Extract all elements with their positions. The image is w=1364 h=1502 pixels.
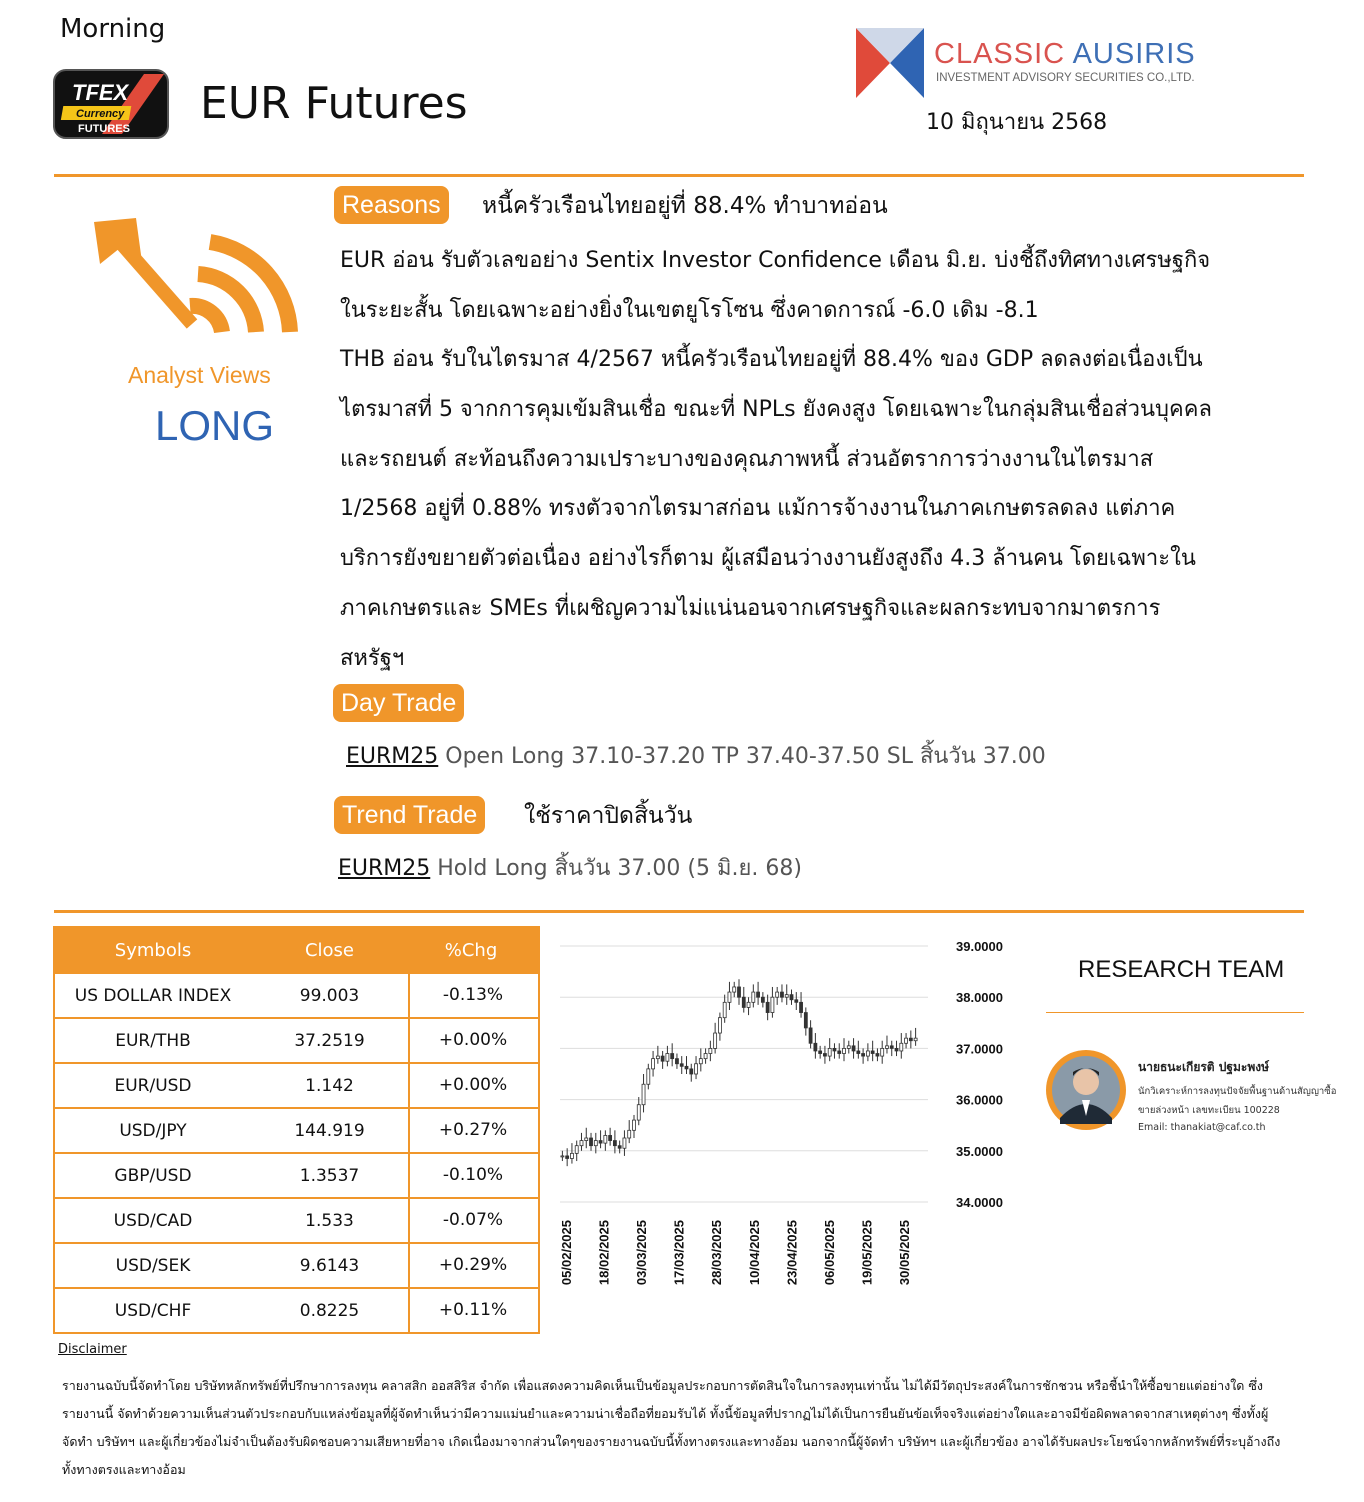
close-cell: 1.533 [305, 1210, 354, 1231]
tfex-logo [52, 68, 172, 140]
candle-body [790, 995, 793, 1000]
reason-line: ภาคเกษตรและ SMEs ที่เผชิญความไม่แน่นอนจากเศรษฐกิจและผลกระทบจากมาตรการ [340, 596, 1161, 621]
chg-cell: -0.07% [408, 1199, 536, 1242]
table-row [55, 1107, 538, 1152]
symbol-cell: EUR/USD [114, 1075, 192, 1096]
candle-body [776, 992, 779, 997]
candle-body [771, 997, 774, 1012]
candle-body [747, 1002, 750, 1007]
tfex-logo-line3: FUTURES [78, 123, 130, 135]
trend-trade-note: ใช้ราคาปิดสิ้นวัน [524, 803, 693, 829]
symbol-cell: EUR/THB [115, 1030, 191, 1051]
candle-body [866, 1051, 869, 1056]
reason-line: 1/2568 อยู่ที่ 0.88% ทรงตัวจากไตรมาสก่อน แม้การจ้างงานในภาคเกษตรลดลง แต่ภาค [340, 496, 1176, 521]
candle-body [723, 1002, 726, 1017]
reason-line: บริการยังขยายตัวต่อเนื่อง อย่างไรก็ตาม ผู้เสมือนว่างงานยังสูงถึง 4.3 ล้านคน โดยเฉพาะใน [340, 546, 1196, 571]
table-row [55, 1017, 538, 1062]
trend-trade-line [338, 850, 802, 885]
candle-body [742, 997, 745, 1007]
candle-body [852, 1046, 855, 1051]
candle-body [661, 1056, 664, 1061]
candle-body [570, 1153, 573, 1158]
brand-name [934, 38, 1196, 71]
reasons-tag: Reasons [334, 186, 449, 224]
tfex-logo-line1: TFEX [72, 80, 129, 105]
trend-trade-text: Hold Long สิ้นวัน 37.00 (5 มิ.ย. 68) [430, 856, 802, 881]
candle-body [895, 1048, 898, 1051]
candle-body [800, 1002, 803, 1012]
symbol-cell: GBP/USD [114, 1165, 192, 1186]
close-cell: 9.6143 [299, 1255, 360, 1276]
chg-cell: +0.11% [408, 1289, 536, 1332]
brand-name-part2: AUSIRIS [1072, 38, 1196, 70]
candle-body [833, 1048, 836, 1051]
candle-body [709, 1048, 712, 1053]
tfex-logo-line2: Currency [76, 108, 125, 120]
candle-body [613, 1141, 616, 1146]
candle-body [623, 1138, 626, 1148]
col-chg: %Chg [444, 939, 498, 961]
candle-body [704, 1054, 707, 1059]
col-symbols: Symbols [114, 939, 192, 961]
symbol-cell: US DOLLAR INDEX [74, 985, 232, 1006]
analyst-avatar [1046, 1050, 1126, 1130]
candle-body [585, 1138, 588, 1141]
candle-body [680, 1064, 683, 1067]
brand-logo-icon [854, 26, 926, 100]
table-header [55, 928, 538, 972]
brand-name-part1: CLASSIC [934, 38, 1066, 70]
candle-body [795, 1000, 798, 1003]
day-trade-symbol: EURM25 [346, 744, 439, 769]
research-divider [1046, 1012, 1304, 1013]
candle-body [890, 1046, 893, 1049]
candle-body [566, 1156, 569, 1159]
y-tick-label: 35.0000 [956, 1143, 1003, 1159]
candle-body [843, 1048, 846, 1053]
candle-body [733, 987, 736, 992]
y-tick-label: 34.0000 [956, 1195, 1003, 1210]
candle-body [718, 1018, 721, 1033]
x-tick-label: 28/03/2025 [709, 1220, 725, 1286]
table-row [55, 1242, 538, 1287]
symbol-cell: USD/CAD [113, 1210, 193, 1231]
table-row [55, 1197, 538, 1242]
x-tick-label: 03/03/2025 [634, 1220, 650, 1286]
candle-body [666, 1054, 669, 1062]
price-chart [548, 932, 1028, 1312]
candle-body [695, 1064, 698, 1074]
candle-body [885, 1046, 888, 1049]
close-cell: 144.919 [294, 1120, 365, 1141]
report-date: 10 มิถุนายน 2568 [926, 110, 1108, 135]
candle-body [714, 1033, 717, 1048]
close-cell: 1.3537 [299, 1165, 360, 1186]
x-tick-label: 10/04/2025 [746, 1220, 762, 1286]
y-tick-label: 38.0000 [956, 990, 1003, 1006]
candle-body [828, 1048, 831, 1056]
candle-body [675, 1059, 678, 1064]
candle-body [599, 1141, 602, 1144]
disclaimer-text: รายงานฉบับนี้จัดทำโดย บริษัทหลักทรัพย์ที่ปรึกษาการลงทุน คลาสสิก ออสสิริส จำกัด เพื่อแสดงความคิดเห็นเป็นข้อมูลประกอบการตัดสินใจในการลงทุนเท่านั้น ไม่ได้มีวัตถุประสงค์ในการชักชวน หรือชี้นำให้ซื้อขายแต่อย่างใด ซึ่งรายงานนี้ จัดทำด้วยความเห็นส่วนตัวประกอบกับแหล่งข้อมูลที่ผู้จัดทำเห็นว่ามีความแม่นยำและความน่าเชื่อถือที่ยอมรับได้ ทั้งนี้ข้อมูลที่ปรากฏไม่ได้เป็นการยืนยันข้อเท็จจริงแต่อย่างใดและอาจมีข้อผิดพลาดจากสาเหตุต่างๆ ซึ่งทั้งผู้จัดทำ บริษัทฯ และผู้เกี่ยวข้องไม่จำเป็นต้องรับผิดชอบความเสียหายที่อาจ เกิดเนื่องมาจากส่วนใดๆของรายงานฉบับนี้ทั้งทางตรงและทางอ้อม นอกจากนี้ผู้จัดทำ บริษัทฯ และผู้เกี่ยวข้อง อาจได้รับผลประโยชน์จากหลักทรัพย์ที่ระบุอ้างถึงทั้งทางตรงและทางอ้อม [62, 1378, 1281, 1477]
candle-body [685, 1066, 688, 1069]
candle-body [575, 1146, 578, 1154]
candle-body [738, 987, 741, 997]
candle-body [809, 1028, 812, 1043]
candle-body [862, 1054, 865, 1057]
trend-trade-symbol: EURM25 [338, 856, 431, 881]
candle-body [652, 1059, 655, 1069]
candle-body [819, 1051, 822, 1054]
y-tick-label: 37.0000 [956, 1041, 1003, 1057]
table-row [55, 1152, 538, 1197]
candle-body [632, 1120, 635, 1130]
candle-body [628, 1130, 631, 1138]
candle-body [580, 1141, 583, 1146]
candle-body [671, 1054, 674, 1059]
chg-cell: -0.13% [408, 974, 536, 1017]
reason-line: ไตรมาสที่ 5 จากการคุมเข้มสินเชื่อ ขณะที่ NPLs ยังคงสูง โดยเฉพาะในกลุ่มสินเชื่อส่วนบุคคล [340, 397, 1212, 422]
target-arrow-icon [80, 212, 300, 372]
analyst-name: นายธนะเกียรติ ปฐมะพงษ์ [1138, 1060, 1270, 1074]
reasons-headline: หนี้ครัวเรือนไทยอยู่ที่ 88.4% ทำบาทอ่อน [482, 193, 888, 219]
analyst-email: Email: thanakiat@caf.co.th [1138, 1122, 1266, 1133]
reason-line: EUR อ่อน รับตัวเลขอย่าง Sentix Investor Confidence เดือน มิ.ย. บ่งชี้ถึงทิศทางเศรษฐกิจ [340, 248, 1211, 273]
candle-body [690, 1069, 693, 1074]
candle-body [814, 1043, 817, 1051]
candle-body [656, 1056, 659, 1059]
symbol-cell: USD/SEK [115, 1255, 191, 1276]
x-tick-label: 17/03/2025 [671, 1220, 687, 1286]
candle-body [609, 1135, 612, 1140]
candle-body [838, 1051, 841, 1054]
analyst-role: นักวิเคราะห์การลงทุนปัจจัยพื้นฐานด้านสัญญาซื้อขายล่วงหน้า เลขทะเบียน 100228 [1138, 1086, 1337, 1116]
close-cell: 0.8225 [299, 1300, 360, 1321]
candle-body [876, 1054, 879, 1057]
candle-body [881, 1048, 884, 1056]
day-trade-text: Open Long 37.10-37.20 TP 37.40-37.50 SL สิ้นวัน 37.00 [438, 744, 1046, 769]
reason-line: สหรัฐฯ [340, 646, 405, 671]
col-close: Close [304, 939, 355, 961]
candle-body [909, 1038, 912, 1041]
chg-cell: +0.00% [408, 1064, 536, 1107]
x-tick-label: 19/05/2025 [859, 1220, 875, 1286]
disclaimer-title: Disclaimer [58, 1342, 127, 1357]
candle-body [847, 1046, 850, 1049]
candle-body [647, 1069, 650, 1084]
candle-body [757, 992, 760, 997]
symbol-cell: USD/JPY [119, 1120, 187, 1141]
x-tick-label: 23/04/2025 [784, 1220, 800, 1286]
divider-middle [54, 910, 1304, 913]
symbol-cell: USD/CHF [114, 1300, 192, 1321]
candle-body [752, 992, 755, 1002]
candle-body [728, 992, 731, 1002]
reason-line: ในระยะสั้น โดยเฉพาะอย่างยิ่งในเขตยูโรโซน ซึ่งคาดการณ์ -6.0 เดิม -8.1 [340, 298, 1039, 323]
research-team-title: RESEARCH TEAM [1078, 956, 1285, 983]
candle-body [561, 1156, 564, 1157]
close-cell: 1.142 [305, 1075, 354, 1096]
candle-body [857, 1051, 860, 1054]
chg-cell: -0.10% [408, 1154, 536, 1197]
candle-body [823, 1054, 826, 1057]
table-row [55, 1062, 538, 1107]
morning-label: Morning [60, 14, 166, 44]
candle-body [785, 995, 788, 998]
chg-cell: +0.27% [408, 1109, 536, 1152]
x-tick-label: 06/05/2025 [821, 1220, 837, 1286]
x-tick-label: 18/02/2025 [596, 1220, 612, 1286]
chg-cell: +0.29% [408, 1244, 536, 1287]
candle-body [905, 1038, 908, 1043]
analyst-views-label: Analyst Views [128, 362, 271, 388]
candle-body [604, 1135, 607, 1143]
market-table [53, 926, 540, 1334]
page-title: EUR Futures [200, 78, 468, 129]
chg-cell: +0.00% [408, 1019, 536, 1062]
x-tick-label: 30/05/2025 [897, 1220, 912, 1286]
x-tick-label: 05/02/2025 [559, 1220, 574, 1286]
candle-body [804, 1013, 807, 1028]
analyst-view-value: LONG [155, 402, 275, 449]
candle-body [618, 1146, 621, 1149]
divider-top [54, 174, 1304, 177]
reason-line: THB อ่อน รับในไตรมาส 4/2567 หนี้ครัวเรือนไทยอยู่ที่ 88.4% ของ GDP ลดลงต่อเนื่องเป็น [340, 347, 1203, 372]
day-trade-tag: Day Trade [333, 684, 464, 722]
candle-body [900, 1043, 903, 1051]
y-tick-label: 36.0000 [956, 1092, 1003, 1108]
close-cell: 37.2519 [294, 1030, 365, 1051]
candle-body [871, 1051, 874, 1054]
candle-body [914, 1038, 917, 1041]
candle-body [642, 1084, 645, 1104]
close-cell: 99.003 [299, 985, 360, 1006]
candle-body [594, 1141, 597, 1146]
trend-trade-tag: Trend Trade [334, 796, 485, 834]
candle-body [590, 1138, 593, 1146]
candle-body [761, 997, 764, 1002]
candle-body [699, 1059, 702, 1064]
candle-body [637, 1105, 640, 1120]
day-trade-line [346, 738, 1046, 773]
y-tick-label: 39.0000 [956, 939, 1003, 954]
table-row [55, 972, 538, 1017]
candle-body [766, 1002, 769, 1012]
candle-body [780, 992, 783, 997]
brand-subtitle: INVESTMENT ADVISORY SECURITIES CO.,LTD. [936, 72, 1195, 84]
reason-line: และรถยนต์ สะท้อนถึงความเปราะบางของคุณภาพหนี้ ส่วนอัตราการว่างงานในไตรมาส [340, 447, 1154, 472]
table-row [55, 1287, 538, 1332]
